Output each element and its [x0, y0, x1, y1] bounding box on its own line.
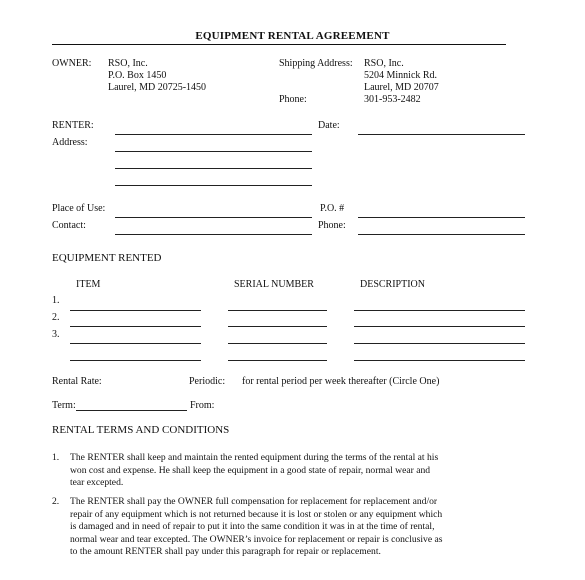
term-number: 2. [52, 496, 60, 507]
title-divider [52, 44, 506, 45]
term-line: The RENTER shall keep and maintain the rented equipment during the terms of the rental at his [70, 452, 439, 463]
term-label: Term: [52, 400, 76, 411]
owner-line-1: RSO, Inc. [108, 58, 148, 69]
term-number: 1. [52, 452, 60, 463]
term-line: won cost and expense. He shall keep the equipment in a good state of repair, normal wear and [70, 464, 431, 476]
serial-number-field[interactable] [228, 343, 327, 344]
renter-label: RENTER: [52, 120, 94, 131]
equipment-row-number: 1. [52, 295, 60, 306]
term-line: The RENTER shall pay the OWNER full compensation for replacement for replacement and/or [70, 496, 438, 507]
date-field[interactable] [358, 134, 525, 135]
term-line: tear excepted. [70, 477, 124, 489]
document-title: EQUIPMENT RENTAL AGREEMENT [195, 30, 390, 42]
serial-number-field[interactable] [228, 310, 327, 311]
column-header-item: ITEM [76, 279, 101, 290]
periodic-options-text: for rental period per week thereafter (Circle One) [242, 376, 440, 387]
description-field[interactable] [354, 326, 525, 327]
address-field-line-3[interactable] [115, 185, 312, 186]
place-of-use-label: Place of Use: [52, 203, 106, 214]
column-header-serial-number: SERIAL NUMBER [234, 279, 314, 290]
owner-line-3: Laurel, MD 20725-1450 [108, 82, 207, 93]
renter-name-field[interactable] [115, 134, 312, 135]
serial-number-field[interactable] [228, 360, 327, 361]
date-label: Date: [318, 120, 340, 131]
column-header-description: DESCRIPTION [360, 279, 426, 290]
po-number-field[interactable] [358, 217, 525, 218]
item-field[interactable] [70, 326, 201, 327]
shipping-line-1: RSO, Inc. [364, 58, 404, 69]
place-of-use-field[interactable] [115, 217, 312, 218]
term-line: is damaged and in need of repair to put it into the same condition it was in at the time of rental, [70, 521, 435, 533]
serial-number-field[interactable] [228, 326, 327, 327]
description-field[interactable] [354, 310, 525, 311]
contact-label: Contact: [52, 220, 86, 231]
term-field[interactable] [76, 410, 187, 411]
contact-field[interactable] [115, 234, 312, 235]
term-line: to the amount RENTER shall pay under this paragraph for repair or replacement. [70, 546, 381, 558]
renter-phone-field[interactable] [358, 234, 525, 235]
item-field[interactable] [70, 343, 201, 344]
shipping-line-3: Laurel, MD 20707 [364, 82, 439, 93]
equipment-row-number: 3. [52, 329, 60, 340]
term-1-text [70, 452, 510, 490]
term-line: repair of any equipment which is not returned because it is lost or stolen or any equipment which [70, 508, 443, 520]
shipping-address-label: Shipping Address: [279, 58, 353, 69]
item-field[interactable] [70, 310, 201, 311]
item-field[interactable] [70, 360, 201, 361]
page-bottom-fade [0, 564, 585, 580]
owner-label: OWNER: [52, 58, 92, 69]
address-label: Address: [52, 137, 88, 148]
address-field-line-2[interactable] [115, 168, 312, 169]
equipment-rented-heading: EQUIPMENT RENTED [52, 252, 162, 264]
from-label: From: [190, 400, 215, 411]
rental-rate-label: Rental Rate: [52, 376, 102, 387]
address-field-line-1[interactable] [115, 151, 312, 152]
equipment-row-number: 2. [52, 312, 60, 323]
description-field[interactable] [354, 360, 525, 361]
renter-phone-label: Phone: [318, 220, 346, 231]
po-number-label: P.O. # [320, 203, 345, 214]
owner-phone-value: 301-953-2482 [364, 94, 421, 105]
shipping-line-2: 5204 Minnick Rd. [364, 70, 438, 81]
periodic-label: Periodic: [189, 376, 226, 387]
term-2-text [70, 496, 510, 559]
rental-terms-heading: RENTAL TERMS AND CONDITIONS [52, 424, 230, 436]
term-line: normal wear and tear excepted. The OWNER’s invoice for replacement or repair is conclusive as [70, 533, 443, 545]
description-field[interactable] [354, 343, 525, 344]
owner-line-2: P.O. Box 1450 [108, 70, 167, 81]
owner-phone-label: Phone: [279, 94, 307, 105]
